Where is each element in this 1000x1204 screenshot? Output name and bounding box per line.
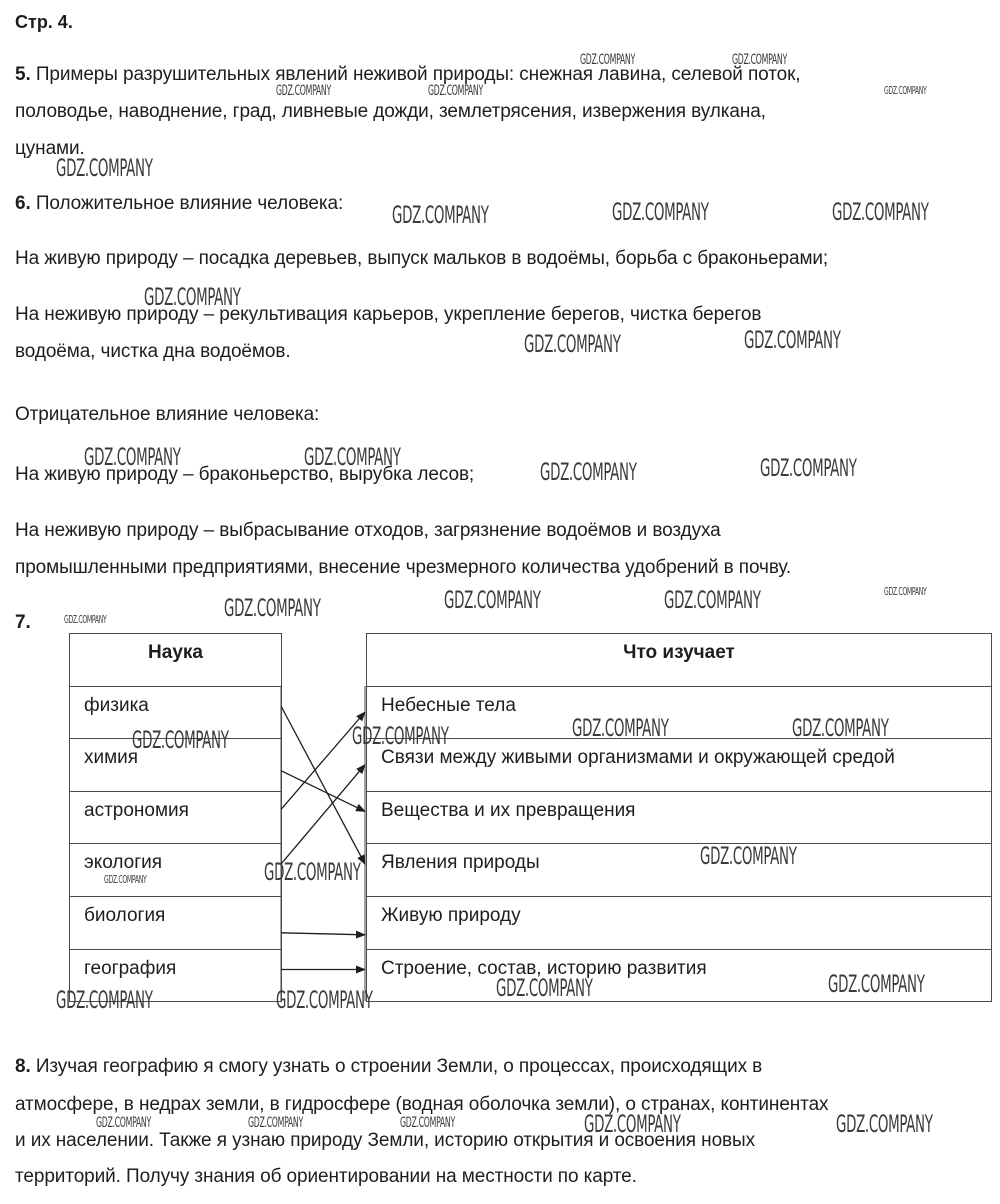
task8-line-2: атмосфере, в недрах земли, в гидросфере (водная оболочка земли), о странах, континентах bbox=[15, 1094, 829, 1115]
watermark: GDZ.COMPANY bbox=[264, 858, 361, 886]
task6-negative-living: На живую природу – браконьерство, вырубка лесов; bbox=[15, 464, 475, 485]
task7-number: 7. bbox=[15, 612, 31, 633]
task5-line-2: половодье, наводнение, град, ливневые дожди, землетрясения, извержения вулкана, bbox=[15, 101, 766, 122]
subject-table-header: Что изучает bbox=[623, 642, 735, 663]
watermark: GDZ.COMPANY bbox=[248, 1115, 303, 1131]
match-arrow-биология bbox=[281, 933, 365, 935]
watermark: GDZ.COMPANY bbox=[612, 198, 709, 226]
watermark: GDZ.COMPANY bbox=[744, 326, 841, 354]
watermark: GDZ.COMPANY bbox=[496, 974, 593, 1002]
task6-positive-heading-text: Положительное влияние человека: bbox=[35, 193, 344, 214]
watermark: GDZ.COMPANY bbox=[224, 594, 321, 622]
task5-line-3: цунами. bbox=[15, 138, 85, 159]
watermark: GDZ.COMPANY bbox=[304, 443, 401, 471]
watermark: GDZ.COMPANY bbox=[792, 714, 889, 742]
task6-negative-heading: Отрицательное влияние человека: bbox=[15, 404, 320, 425]
watermark: GDZ.COMPANY bbox=[64, 613, 107, 626]
watermark: GDZ.COMPANY bbox=[96, 1115, 151, 1131]
watermark: GDZ.COMPANY bbox=[584, 1110, 681, 1138]
science-cell: астрономия bbox=[70, 791, 281, 844]
watermark: GDZ.COMPANY bbox=[56, 986, 153, 1014]
watermark: GDZ.COMPANY bbox=[276, 83, 331, 99]
task8-text-1: Изучая географию я смогу узнать о строении Земли, о процессах, происходящих в bbox=[35, 1056, 763, 1077]
task6-positive-nonliving-2: водоёма, чистка дна водоёмов. bbox=[15, 341, 291, 362]
watermark: GDZ.COMPANY bbox=[392, 201, 489, 229]
science-cell: химия bbox=[70, 738, 281, 791]
task6-positive-living: На живую природу – посадка деревьев, выпуск мальков в водоёмы, борьба с браконьерами; bbox=[15, 248, 829, 269]
watermark: GDZ.COMPANY bbox=[352, 722, 449, 750]
watermark: GDZ.COMPANY bbox=[884, 585, 927, 598]
watermark: GDZ.COMPANY bbox=[884, 84, 927, 97]
subject-cell: Небесные тела bbox=[367, 686, 991, 739]
science-cell: география bbox=[70, 949, 281, 1002]
watermark: GDZ.COMPANY bbox=[132, 726, 229, 754]
task6-positive-nonliving-1: На неживую природу – рекультивация карьеров, укрепление берегов, чистка берегов bbox=[15, 304, 762, 325]
subject-cell: Живую природу bbox=[367, 896, 991, 949]
task6-number: 6. bbox=[15, 193, 31, 214]
task8-line-3: и их населении. Также я узнаю природу Земли, историю открытия и освоения новых bbox=[15, 1130, 755, 1151]
watermark: GDZ.COMPANY bbox=[572, 714, 669, 742]
science-cell: физика bbox=[70, 686, 281, 739]
task8-line-4: территорий. Получу знания об ориентировании на местности по карте. bbox=[15, 1166, 637, 1187]
task8-line-1 bbox=[15, 1056, 762, 1078]
subject-cell: Вещества и их превращения bbox=[367, 791, 991, 844]
watermark: GDZ.COMPANY bbox=[760, 454, 857, 482]
match-arrow-физика bbox=[281, 706, 365, 864]
watermark: GDZ.COMPANY bbox=[732, 52, 787, 68]
watermark: GDZ.COMPANY bbox=[540, 458, 637, 486]
subject-cell: Явления природы bbox=[367, 843, 991, 896]
task8-number: 8. bbox=[15, 1056, 31, 1077]
watermark: GDZ.COMPANY bbox=[700, 842, 797, 870]
task6-negative-nonliving-2: промышленными предприятиями, внесение чрезмерного количества удобрений в почву. bbox=[15, 557, 792, 578]
watermark: GDZ.COMPANY bbox=[832, 198, 929, 226]
watermark: GDZ.COMPANY bbox=[428, 83, 483, 99]
watermark: GDZ.COMPANY bbox=[276, 986, 373, 1014]
watermark: GDZ.COMPANY bbox=[104, 873, 147, 886]
watermark: GDZ.COMPANY bbox=[56, 154, 153, 182]
subject-cell: Связи между живыми организмами и окружающей средой bbox=[367, 738, 991, 791]
task6-negative-nonliving-1: На неживую природу – выбрасывание отходов, загрязнение водоёмов и воздуха bbox=[15, 520, 721, 541]
task5-text-1: Примеры разрушительных явлений неживой природы: снежная лавина, селевой поток, bbox=[35, 64, 801, 85]
match-arrow-астрономия bbox=[281, 712, 365, 809]
match-arrow-экология bbox=[281, 765, 365, 864]
page-title: Стр. 4. bbox=[15, 12, 73, 32]
match-arrow-химия bbox=[281, 771, 365, 812]
science-cell: биология bbox=[70, 896, 281, 949]
subject-cell: Строение, состав, историю развития bbox=[367, 949, 991, 1002]
watermark: GDZ.COMPANY bbox=[524, 330, 621, 358]
task5-number: 5. bbox=[15, 64, 31, 85]
watermark: GDZ.COMPANY bbox=[664, 586, 761, 614]
watermark: GDZ.COMPANY bbox=[828, 970, 925, 998]
watermark: GDZ.COMPANY bbox=[580, 52, 635, 68]
science-table-header: Наука bbox=[148, 642, 203, 663]
watermark: GDZ.COMPANY bbox=[144, 283, 241, 311]
watermark: GDZ.COMPANY bbox=[400, 1115, 455, 1131]
science-cell: экология bbox=[70, 843, 281, 896]
watermark: GDZ.COMPANY bbox=[444, 586, 541, 614]
watermark: GDZ.COMPANY bbox=[84, 443, 181, 471]
watermark: GDZ.COMPANY bbox=[836, 1110, 933, 1138]
